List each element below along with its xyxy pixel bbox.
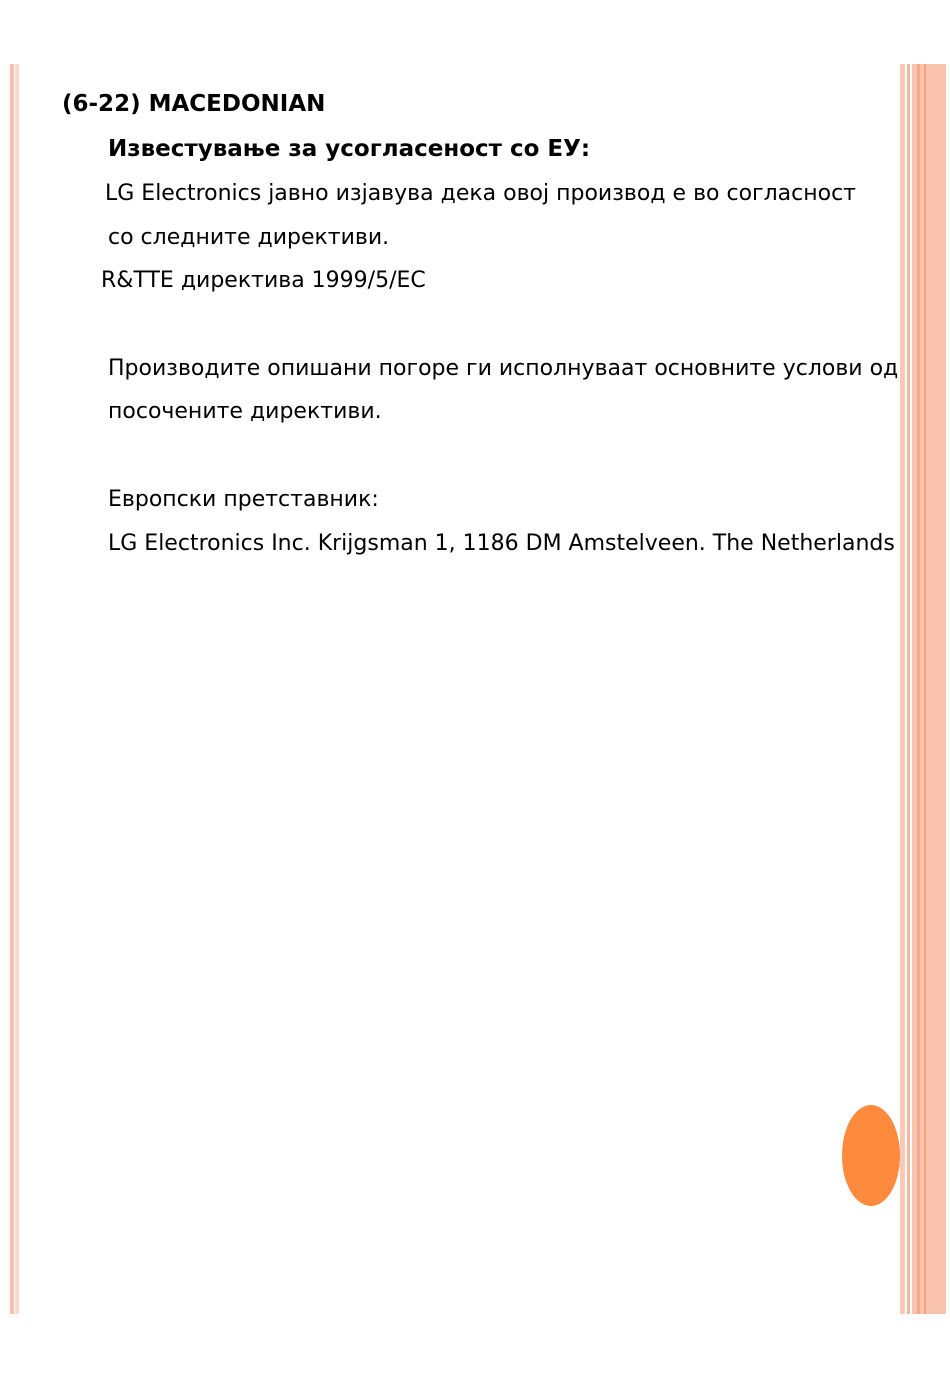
representative-label: Европски претставник:: [108, 487, 379, 512]
para1-line1: LG Electronics јавно изјавува дека овој производ е во согласност: [105, 181, 856, 206]
para1-line2: со следните директиви.: [108, 225, 390, 250]
right-border-stripes: [900, 64, 946, 1314]
right-stripe: [900, 64, 905, 1314]
subtitle: Известување за усогласеност со ЕУ:: [108, 136, 591, 162]
left-border-line: [10, 64, 14, 1314]
representative-address: LG Electronics Inc. Krijgsman 1, 1186 DM Amstelveen. The Netherlands: [108, 531, 895, 556]
directive-line: R&TTE директива 1999/5/EC: [101, 268, 426, 293]
right-stripe: [907, 64, 910, 1314]
page-marker-oval: [842, 1105, 900, 1206]
para2-line2: посочените директиви.: [108, 399, 382, 424]
left-border-line-inner: [15, 64, 19, 1314]
right-stripe: [924, 64, 926, 1314]
right-stripe: [917, 64, 920, 1314]
section-heading: (6-22) MACEDONIAN: [62, 91, 326, 117]
para2-line1: Производите опишани погоре ги исполнуваат основните услови од: [108, 356, 899, 381]
